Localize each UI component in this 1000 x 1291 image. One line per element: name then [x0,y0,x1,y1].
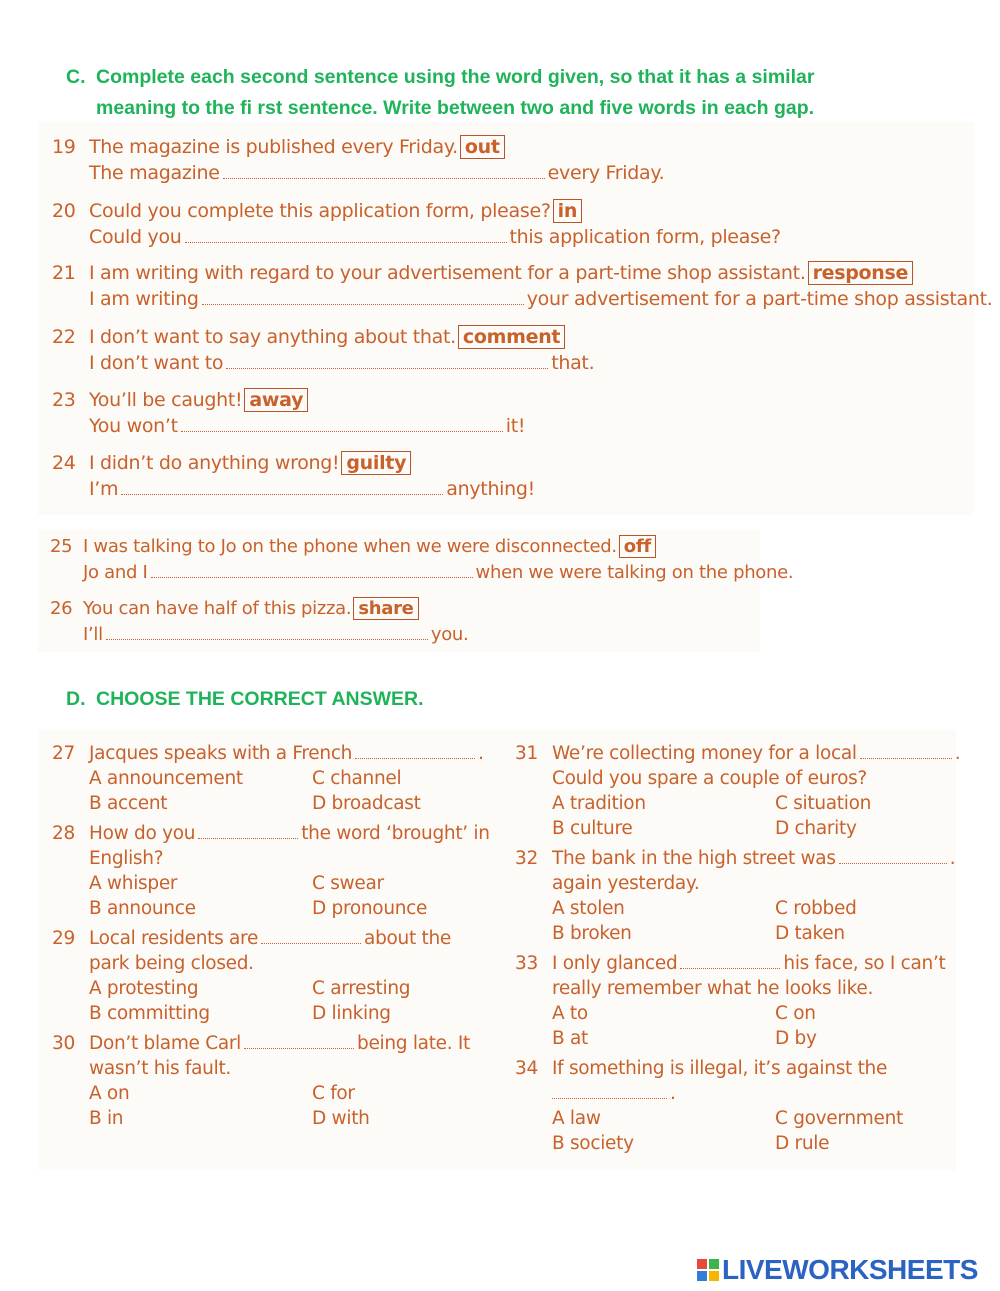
transformation-item [50,596,468,648]
keyword-box: away [244,388,308,412]
transformation-item [52,450,535,502]
answer-gap[interactable] [244,1033,354,1049]
item-number: 19 [52,136,76,158]
answer-gap[interactable] [181,416,503,432]
question-text-after: the word ‘brought’ in [301,823,490,844]
answer-prefix: You won’t [89,415,178,437]
question-text-after: his face, so I can’t [783,953,946,974]
option-c[interactable]: C channel [312,768,402,789]
section-c-heading [66,62,814,124]
answer-suffix: you. [430,624,469,645]
question-end: . [949,848,956,869]
keyword-box: out [460,135,505,159]
option-b[interactable]: B committing [89,1003,210,1024]
transformation-item [52,387,525,439]
question-text: Don’t blame Carl [89,1033,242,1054]
transformation-item [52,324,594,376]
mcq-item [52,741,484,816]
question-text: Local residents are [89,928,259,949]
question-line2: really remember what he looks like. [552,978,874,999]
question-text: We’re collecting money for a local [552,743,857,764]
answer-gap[interactable] [198,823,298,839]
option-a[interactable]: A stolen [552,898,625,919]
section-c-title-line2: meaning to the fi rst sentence. Write between two and five words in each gap. [96,97,815,119]
item-number: 22 [52,326,76,348]
question-text: Jacques speaks with a French [89,743,353,764]
option-b[interactable]: B society [552,1133,634,1154]
item-number: 23 [52,389,76,411]
section-d-title: CHOOSE THE CORRECT ANSWER. [96,688,424,710]
item-number: 21 [52,262,76,284]
question-line2: English? [89,848,164,869]
question-text: If something is illegal, it’s against the [552,1058,888,1079]
question-line2: wasn’t his fault. [89,1058,231,1079]
option-d[interactable]: D by [775,1028,817,1049]
mcq-item [52,1031,470,1131]
answer-prefix: I’m [89,478,119,500]
item-number: 25 [50,536,73,557]
question-text: How do you [89,823,196,844]
transformation-item [52,134,664,186]
keyword-box: comment [458,325,565,349]
answer-suffix: that. [551,352,595,374]
mcq-item [515,846,955,946]
option-d[interactable]: D broadcast [312,793,421,814]
option-d[interactable]: D pronounce [312,898,428,919]
option-a[interactable]: A tradition [552,793,646,814]
item-number: 33 [515,953,538,974]
item-sentence: I didn’t do anything wrong! [89,452,340,474]
question-text-after: about the [364,928,451,949]
option-d[interactable]: D rule [775,1133,830,1154]
answer-suffix: this application form, please? [509,226,781,248]
option-a[interactable]: A whisper [89,873,178,894]
option-b[interactable]: B culture [552,818,633,839]
item-sentence: I was talking to Jo on the phone when we were disconnected. [83,536,617,557]
item-sentence: I am writing with regard to your advertisement for a part-time shop assistant. [89,262,806,284]
answer-suffix: it! [505,415,526,437]
mcq-item [515,1056,903,1156]
section-c-title-line1: Complete each second sentence using the word given, so that it has a similar [96,66,815,88]
question-text-after: being late. It [357,1033,471,1054]
mcq-item [52,926,451,1026]
option-a[interactable]: A announcement [89,768,243,789]
answer-gap[interactable] [552,1083,667,1099]
section-c-label: C. [66,66,86,88]
option-a[interactable]: A to [552,1003,588,1024]
section-d-heading [66,688,424,711]
question-end: . [478,743,484,764]
keyword-box: share [353,597,418,620]
item-number: 30 [52,1033,75,1054]
question-line2: Could you spare a couple of euros? [552,768,867,789]
option-d[interactable]: D linking [312,1003,391,1024]
item-sentence: I don’t want to say anything about that. [89,326,456,348]
answer-gap[interactable] [261,928,361,944]
section-d-label: D. [66,688,86,710]
question-line2: again yesterday. [552,873,700,894]
option-c[interactable]: C on [775,1003,816,1024]
item-sentence: You’ll be caught! [89,389,243,411]
option-d[interactable]: D taken [775,923,845,944]
option-d[interactable]: D with [312,1108,370,1129]
item-number: 26 [50,598,73,619]
answer-gap[interactable] [151,562,473,578]
answer-gap[interactable] [185,227,507,243]
mcq-item [515,741,960,841]
transformation-item [52,260,993,312]
answer-gap[interactable] [839,848,947,864]
answer-prefix: I don’t want to [89,352,224,374]
liveworksheets-logo [697,1255,978,1285]
option-a[interactable]: A on [89,1083,130,1104]
option-b[interactable]: B announce [89,898,196,919]
answer-suffix: every Friday. [547,162,665,184]
keyword-box: response [808,261,914,285]
option-d[interactable]: D charity [775,818,857,839]
brand-name: LIVEWORKSHEETS [722,1254,978,1285]
item-number: 34 [515,1058,538,1079]
answer-gap[interactable] [121,479,443,495]
keyword-box: off [619,535,656,558]
item-number: 32 [515,848,538,869]
answer-gap[interactable] [226,353,548,369]
item-number: 31 [515,743,538,764]
answer-gap[interactable] [680,953,780,969]
option-b[interactable]: B at [552,1028,588,1049]
option-c[interactable]: C arresting [312,978,411,999]
keyword-box: in [553,199,582,223]
answer-gap[interactable] [355,743,475,759]
item-number: 20 [52,200,76,222]
answer-gap[interactable] [202,289,524,305]
item-number: 27 [52,743,75,764]
option-b[interactable]: B accent [89,793,168,814]
mcq-item [515,951,945,1051]
item-sentence: The magazine is published every Friday. [89,136,458,158]
answer-gap[interactable] [223,163,545,179]
keyword-box: guilty [341,451,411,475]
option-c[interactable]: C for [312,1083,355,1104]
answer-suffix: when we were talking on the phone. [475,562,794,583]
option-a[interactable]: A protesting [89,978,199,999]
option-c[interactable]: C government [775,1108,903,1129]
answer-prefix: Jo and I [83,562,148,583]
option-c[interactable]: C situation [775,793,872,814]
logo-squares-icon [697,1259,719,1281]
answer-prefix: Could you [89,226,182,248]
answer-gap[interactable] [860,743,952,759]
item-sentence: Could you complete this application form, please? [89,200,551,222]
option-b[interactable]: B in [89,1108,124,1129]
answer-prefix: I am writing [89,288,199,310]
question-end: . [670,1083,676,1104]
answer-suffix: your advertisement for a part-time shop assistant. [526,288,993,310]
answer-prefix: I’ll [83,624,103,645]
option-c[interactable]: C swear [312,873,384,894]
answer-suffix: anything! [446,478,535,500]
question-line2: park being closed. [89,953,254,974]
mcq-item [52,821,490,921]
answer-gap[interactable] [106,624,428,640]
transformation-item [52,198,781,250]
item-number: 24 [52,452,76,474]
answer-prefix: The magazine [89,162,220,184]
item-number: 28 [52,823,75,844]
item-number: 29 [52,928,75,949]
transformation-item [50,534,793,586]
option-a[interactable]: A law [552,1108,601,1129]
option-c[interactable]: C robbed [775,898,857,919]
question-text: I only glanced [552,953,678,974]
question-text: The bank in the high street was [552,848,836,869]
item-sentence: You can have half of this pizza. [83,598,352,619]
option-b[interactable]: B broken [552,923,632,944]
question-end: . [954,743,961,764]
